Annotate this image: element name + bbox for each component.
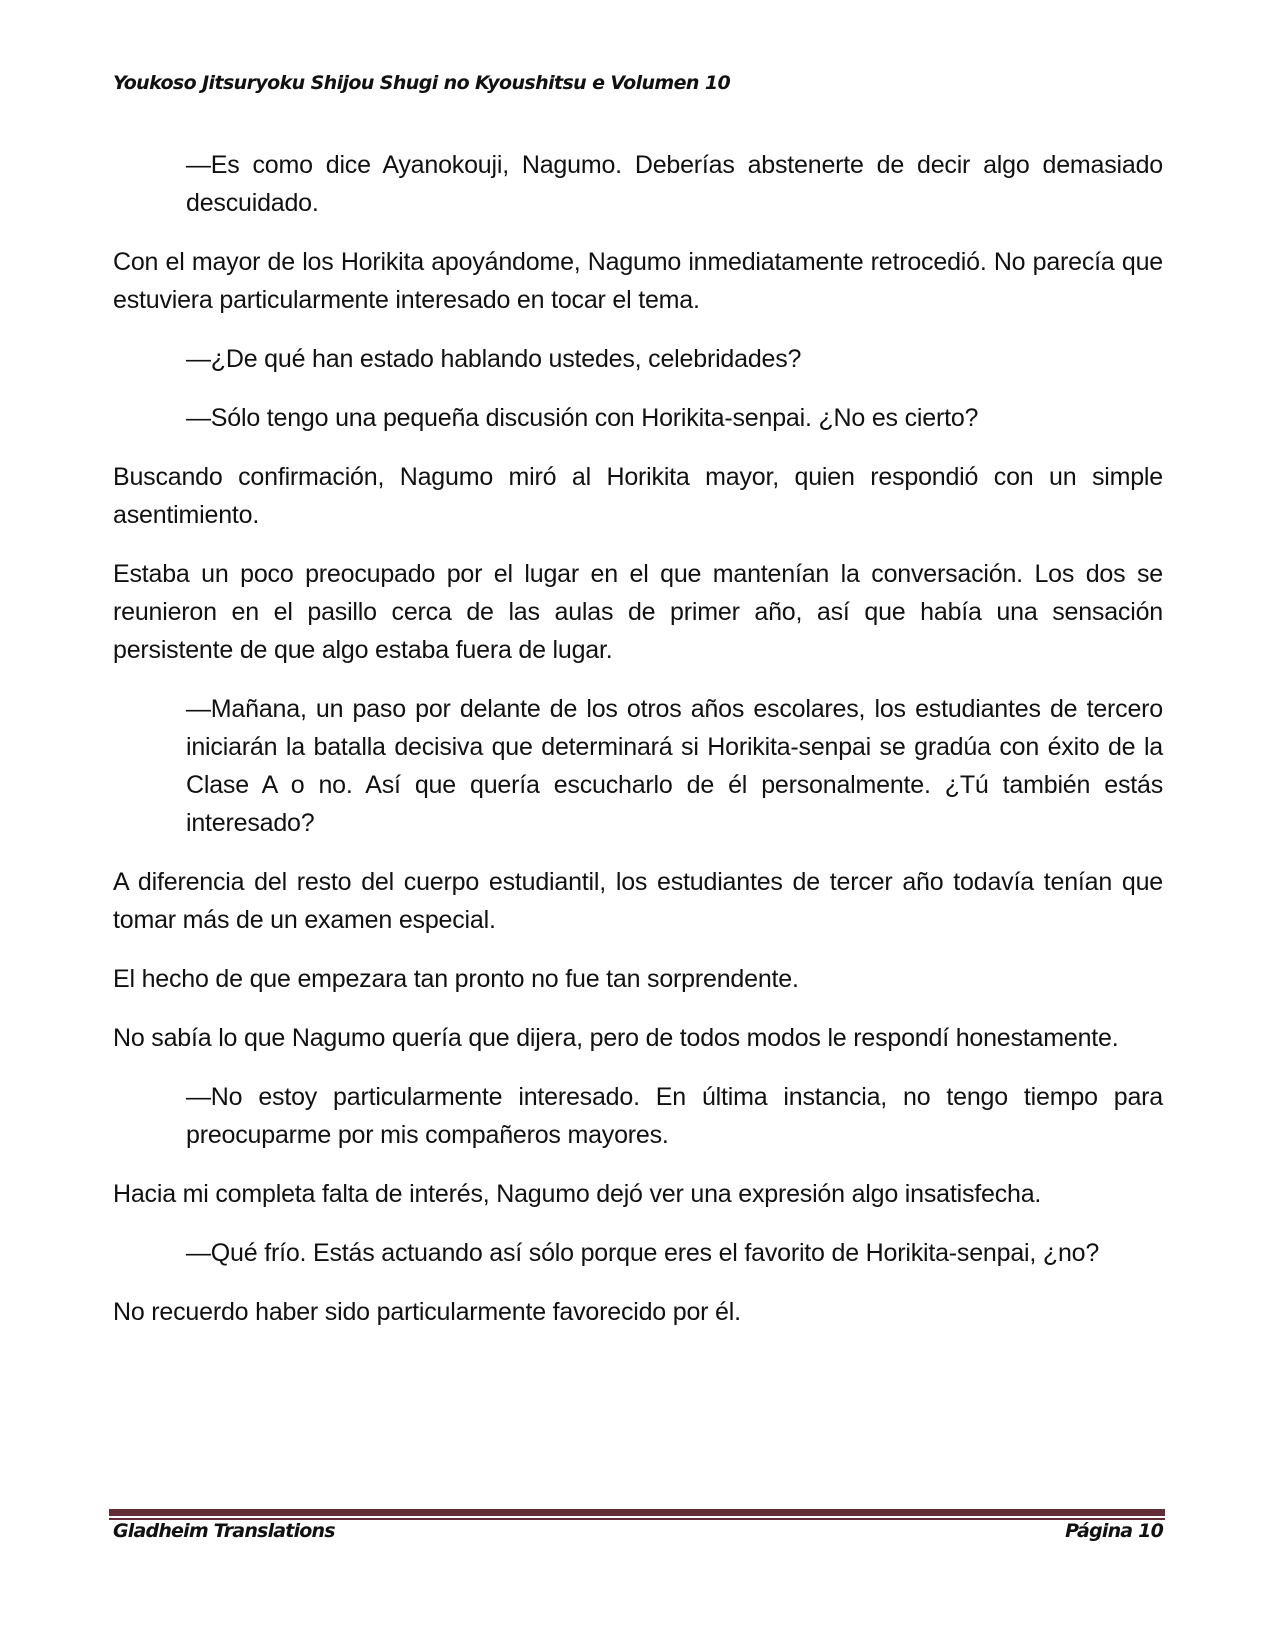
running-header: Youkoso Jitsuryoku Shijou Shugi no Kyoushitsu e Volumen 10 [113, 72, 731, 94]
narration-paragraph: A diferencia del resto del cuerpo estudiantil, los estudiantes de tercer año todavía tenían que tomar más de un examen especial. [113, 868, 1163, 934]
dialogue-paragraph: —Es como dice Ayanokouji, Nagumo. Deberías abstenerte de decir algo demasiado descuidado. [186, 151, 1163, 217]
page-body [113, 146, 1163, 1352]
narration-paragraph: El hecho de que empezara tan pronto no fue tan sorprendente. [113, 965, 799, 993]
narration-paragraph: No sabía lo que Nagumo quería que dijera, pero de todos modos le respondí honestamente. [113, 1024, 1119, 1052]
narration-paragraph: No recuerdo haber sido particularmente favorecido por él. [113, 1298, 741, 1326]
dialogue-paragraph: —Mañana, un paso por delante de los otros años escolares, los estudiantes de tercero iniciarán la batalla decisiva que determinará si Horikita-senpai se gradúa con éxito de la Clase A o no. Así que quería escucharlo de él personalmente. ¿Tú también estás interesado? [186, 695, 1163, 837]
footer-page-number: Página 10 [1065, 1520, 1163, 1542]
footer-translator-credit: Gladheim Translations [113, 1520, 335, 1542]
narration-paragraph: Buscando confirmación, Nagumo miró al Horikita mayor, quien respondió con un simple asentimiento. [113, 463, 1163, 529]
narration-paragraph: Con el mayor de los Horikita apoyándome, Nagumo inmediatamente retrocedió. No parecía que estuviera particularmente interesado en tocar el tema. [113, 248, 1163, 314]
dialogue-paragraph: —Qué frío. Estás actuando así sólo porque eres el favorito de Horikita-senpai, ¿no? [186, 1239, 1100, 1267]
footer-divider-thick [109, 1509, 1165, 1516]
narration-paragraph: Estaba un poco preocupado por el lugar en el que mantenían la conversación. Los dos se reunieron en el pasillo cerca de las aulas de primer año, así que había una sensación persistente de que algo estaba fuera de lugar. [113, 560, 1163, 664]
narration-paragraph: Hacia mi completa falta de interés, Nagumo dejó ver una expresión algo insatisfecha. [113, 1180, 1042, 1208]
dialogue-paragraph: —No estoy particularmente interesado. En última instancia, no tengo tiempo para preocuparme por mis compañeros mayores. [186, 1083, 1163, 1149]
dialogue-paragraph: —Sólo tengo una pequeña discusión con Horikita-senpai. ¿No es cierto? [186, 404, 979, 432]
dialogue-paragraph: —¿De qué han estado hablando ustedes, celebridades? [186, 345, 802, 373]
